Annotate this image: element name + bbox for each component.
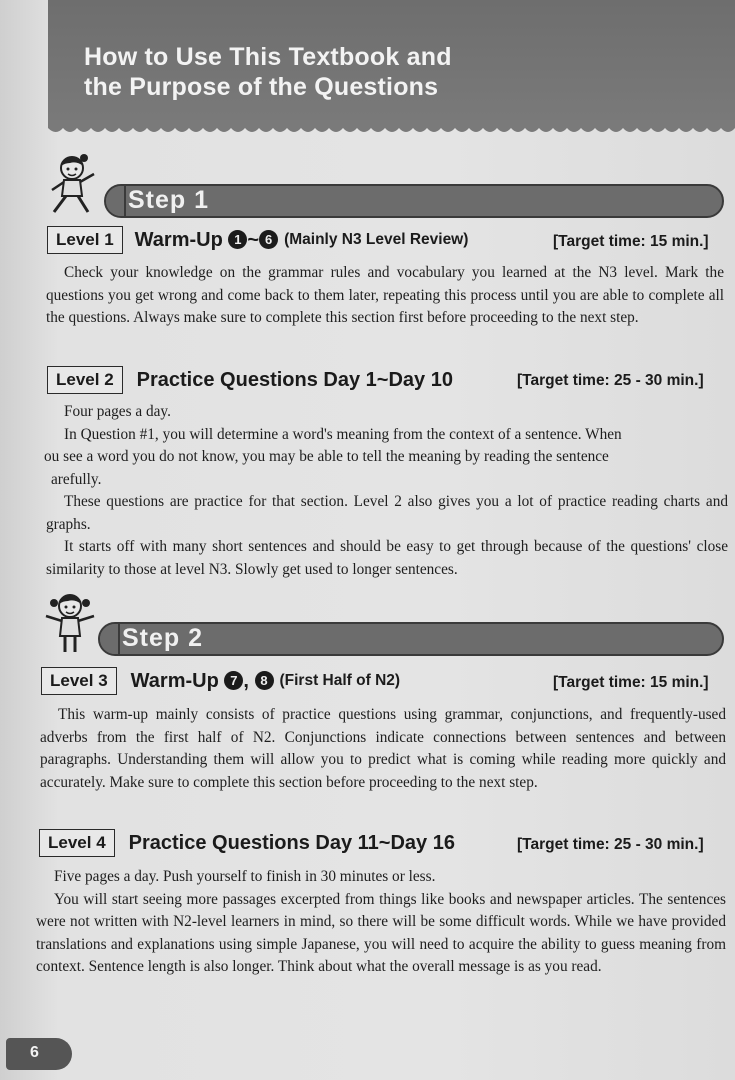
level-1-paragraph: Check your knowledge on the grammar rules and vocabulary you learned at the N3 level. Mark the questions you get wrong and come back to them later, repeating this process until you are able to complete all the questions. Always make sure to complete this section first before proceeding to the next step. <box>46 264 724 326</box>
banner-wave-edge <box>48 120 735 140</box>
title-line-1: How to Use This Textbook and <box>84 43 452 71</box>
level-4-paragraph-2: You will start seeing more passages excerpted from things like books and newspaper articles. The sentences were not written with N2-level learners in mind, so there will be some difficult words. While we have provided translations and explanations using simple Japanese, you will need to acquire the ability to guess meaning from context. Sentence length is also longer. Think about what the overall message is as you read. <box>36 890 726 975</box>
level-4-heading <box>39 829 455 857</box>
level-2-paragraph-3: These questions are practice for that section. Level 2 also gives you a lot of practice reading charts and graphs. <box>46 493 728 533</box>
level-3-body <box>40 704 726 794</box>
circled-number-7-icon: 7 <box>224 671 243 690</box>
level-2-paragraph-1: Four pages a day. <box>64 403 171 420</box>
level-1-body <box>46 262 724 330</box>
circled-number-6-icon: 6 <box>259 230 278 249</box>
level-2-heading <box>47 366 453 394</box>
level-2-paragraph-2c: arefully. <box>51 470 102 488</box>
student-figure-icon <box>44 152 100 216</box>
level-4-target-time: [Target time: 25 - 30 min.] <box>517 836 704 853</box>
level-1-title-text: Warm-Up <box>134 228 223 251</box>
step-2-label: Step 2 <box>122 624 204 652</box>
level-1-badge: Level 1 <box>47 226 123 254</box>
level-2-paragraph-2b: ou see a word you do not know, you may be able to tell the meaning by reading the sentence <box>44 448 609 465</box>
level-4-paragraph-1: Five pages a day. Push yourself to finish in 30 minutes or less. <box>54 868 436 885</box>
level-2-paragraph-4: It starts off with many short sentences and should be easy to get through because of the questions' close similarity to those at level N3. Slowly get used to longer sentences. <box>46 538 728 578</box>
level-3-title-text: Warm-Up <box>130 669 219 692</box>
level-3-badge: Level 3 <box>41 667 117 695</box>
level-2-badge: Level 2 <box>47 366 123 394</box>
circled-number-8-icon: 8 <box>255 671 274 690</box>
level-2-target-time: [Target time: 25 - 30 min.] <box>517 372 704 389</box>
title-line-2: the Purpose of the Questions <box>84 73 439 101</box>
level-3-subtitle: (First Half of N2) <box>279 672 401 689</box>
level-1-target-time: [Target time: 15 min.] <box>553 233 709 250</box>
level-3-heading <box>41 667 400 695</box>
comma: , <box>243 669 249 692</box>
level-4-badge: Level 4 <box>39 829 115 857</box>
level-3-title <box>131 670 274 693</box>
level-4-body <box>36 866 726 979</box>
level-2-body <box>46 401 728 581</box>
level-1-heading <box>47 226 468 254</box>
level-1-subtitle: (Mainly N3 Level Review) <box>284 231 469 248</box>
level-4-title: Practice Questions Day 11~Day 16 <box>128 831 455 854</box>
page-number: 6 <box>30 1044 39 1061</box>
page-title <box>84 42 452 102</box>
tilde: ~ <box>247 228 260 251</box>
level-3-target-time: [Target time: 15 min.] <box>553 674 709 691</box>
circled-number-1-icon: 1 <box>228 230 247 249</box>
level-2-paragraph-2a: In Question #1, you will determine a word's meaning from the context of a sentence. When <box>64 425 622 443</box>
step-1-label: Step 1 <box>128 186 210 214</box>
student-figure-icon <box>40 590 100 656</box>
page-number-tab <box>6 1038 72 1070</box>
level-3-paragraph: This warm-up mainly consists of practice questions using grammar, conjunctions, and frequently-used adverbs from the first half of N2. Conjunctions indicate connections between sentences and between paragraphs. Understanding them will allow you to predict what is coming while reading more quickly and accurately. Make sure to complete this section before proceeding to the next step. <box>40 706 726 791</box>
level-2-title: Practice Questions Day 1~Day 10 <box>136 368 453 391</box>
level-1-title <box>135 229 278 252</box>
